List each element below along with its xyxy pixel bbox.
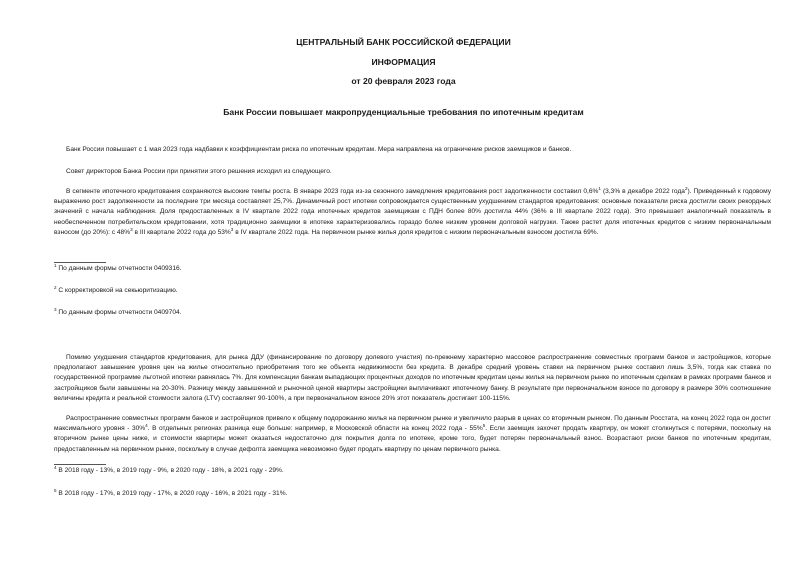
footnote-ref-1[interactable]: 1	[598, 186, 601, 191]
doc-title: Банк России повышает макропруденциальные требования по ипотечным кредитам	[223, 107, 584, 117]
doc-type: ИНФОРМАЦИЯ	[371, 57, 436, 67]
org-name: ЦЕНТРАЛЬНЫЙ БАНК РОССИЙСКОЙ ФЕДЕРАЦИИ	[296, 37, 511, 47]
paragraph-1: Банк России повышает с 1 мая 2023 года надбавки к коэффициентам риска по ипотечным кредитам. Мера направлена на ограничение рисков заемщиков и банков.	[66, 146, 572, 153]
footnote-5: $^5$ В 2018 году - 17%, в 2019 году - 17%, в 2020 году - 16%, в 2021 году - 31%.	[54, 488, 288, 497]
footnote-ref-2[interactable]: 2	[684, 186, 688, 191]
footnote-ref-4[interactable]: 4	[145, 423, 148, 429]
paragraph-2: Совет директоров Банка России при принятии этого решения исходил из следующего.	[66, 168, 332, 175]
footnote-2: $^2$ С корректировкой на секьюритизацию.	[54, 285, 178, 294]
doc-date: от 20 февраля 2023 года	[351, 76, 456, 86]
paragraph-4: Помимо ухудшения стандартов кредитования, для рынка ДДУ (финансирование по договору долевого участия) по-прежнему характерно массовое распространение совместных программ банков и застройщиков, которые предполагают завышение уровня цен на жилье относительно приобретения того же объекта недвижимости без кредита. В декабре средний уровень ставки на первичном рынке составил лишь 3,5%, тогда как ставка по государственной программе льготной ипотеки равнялась 7%. Для компенсации банкам выпадающих процентных доходов по ипотечным кредитам цены жилья на первичном рынке по ипотечным сделкам в рамках программ банков и застройщиков были завышены на 20-30%. Разницу между завышенной и рыночной ценой квартиры застройщики выплачивают ипотечному банку. В результате при первоначальном взносе по договору в размере 30% соотношение величины кредита и реальной стоимости залога (LTV) составляет 90-100%, а при первоначальном взносе 20% этот показатель достигает 100-115%.	[54, 354, 771, 402]
footnote-separator-2	[54, 464, 106, 465]
paragraph-3: В сегменте ипотечного кредитования сохраняются высокие темпы роста. В январе 2023 года из-за сезонного замедления кредитования рост задолженности составил 0,6%$^1$ (3,3% в декабре 2022 года$^2$). Приведенный к годовому выражению рост задолженности за последние три месяца составляет 25,7%. Динамичный рост ипотеки сопровождается существенным ухудшением стандартов кредитования: основные показатели риска достигли своих рекордных значений с начала наблюдения. Доля предоставленных в IV квартале 2022 года ипотечных кредитов заемщикам с ПДН более 80% достигла 44% (36% в III квартале 2022 года). Это превышает аналогичный показатель в необеспеченном потребительском кредитовании, хотя традиционно заемщики в ипотеке характеризовались гораздо более низким уровнем долговой нагрузки. Также растет доля ипотечных кредитов с низким первоначальным взносом (до 20%): с 48%$^3$ в III квартале 2022 года до 53%$^3$ в IV квартале 2022 года. На первичном рынке жилья доля кредитов с низким первоначальным взносом достигла 69%.	[54, 186, 771, 236]
footnote-ref-3b[interactable]: 3	[230, 226, 234, 232]
footnote-separator	[54, 262, 106, 263]
footnote-1: $^1$ По данным формы отчетности 0409316.	[54, 263, 182, 272]
footnote-4: $^4$ В 2018 году - 13%, в 2019 году - 9%, в 2020 году - 18%, в 2021 году - 29%.	[54, 465, 284, 474]
paragraph-5: Распространение совместных программ банков и застройщиков привело к общему подорожанию жилья на первичном рынке и увеличило разрыв в ценах со вторичным рынком. По данным Росстата, на конец 2022 года он достиг максимального уровня - 30%$^4$. В отдельных регионах разница еще больше: например, в Московской области на конец 2022 года - 55%$^5$. Если заемщик захочет продать квартиру, он может столкнуться с потерями, поскольку на вторичном рынке цены ниже, и стоимости квартиры может оказаться недостаточно для покрытия долга по ипотеке, кроме того, будет потерян первоначальный взнос. Возрастают риски банков по ипотечным кредитам, предоставленным на первичном рынке, поскольку в случае дефолта заемщика невозможно будет продать квартиру по ценам первичного рынка.	[54, 415, 771, 453]
footnote-ref-5[interactable]: 5	[482, 423, 486, 429]
footnote-3: $^3$ По данным формы отчетности 0409704.	[54, 307, 182, 316]
footnote-ref-3[interactable]: 3	[130, 226, 133, 232]
